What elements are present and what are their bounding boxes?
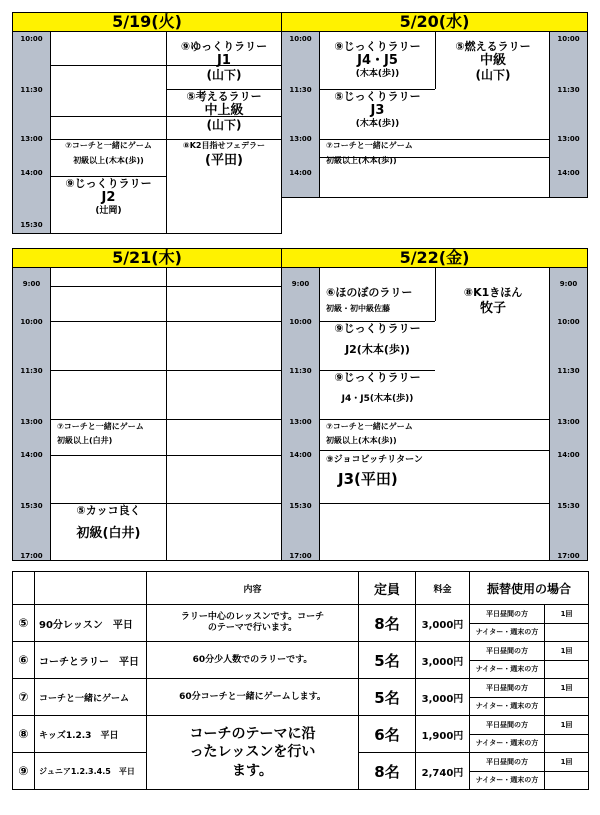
swap-count xyxy=(545,679,589,716)
divider xyxy=(320,503,550,504)
swap-weekday: 平日昼間の方 xyxy=(470,606,544,624)
time-label: 10:00 xyxy=(20,318,43,326)
lesson-title: ⑤燃えるラリー xyxy=(455,40,531,53)
divider xyxy=(51,419,281,420)
row-fee: 3,000円 xyxy=(416,605,470,642)
lesson-title: ⑨じっくりラリー xyxy=(334,40,421,53)
swap-type xyxy=(470,642,545,679)
lesson-cell xyxy=(326,455,516,489)
time-column xyxy=(13,268,51,560)
swap-count xyxy=(545,716,589,753)
lesson-cell xyxy=(167,41,281,82)
lesson-level: J3 xyxy=(370,102,385,118)
lesson-coach: (平田) xyxy=(205,153,243,169)
lesson-level: 初級以上(木本(歩)) xyxy=(326,156,397,166)
divider xyxy=(51,455,281,456)
time-label: 11:30 xyxy=(557,86,580,94)
time-label: 10:00 xyxy=(557,35,580,43)
lesson-cell xyxy=(326,287,434,313)
header-empty xyxy=(13,572,35,605)
time-label: 11:30 xyxy=(289,367,312,375)
lesson-cell xyxy=(167,141,281,169)
lesson-title: ⑦コーチと一緒にゲーム xyxy=(65,141,152,150)
lesson-level: J2(木本(歩)) xyxy=(345,342,410,356)
lesson-title: ⑨じっくりラリー xyxy=(334,371,421,384)
swap-count xyxy=(545,605,589,642)
time-label: 14:00 xyxy=(20,451,43,459)
lesson-title: ⑥ほのぼのラリー xyxy=(326,286,413,299)
lesson-level: J1 xyxy=(217,52,231,68)
lesson-coach: (木本(歩)) xyxy=(355,118,400,129)
time-label: 13:00 xyxy=(557,418,580,426)
row-fee: 1,900円 xyxy=(416,716,470,753)
lesson-cell xyxy=(51,141,166,165)
row-capacity: 6名 xyxy=(359,716,416,753)
swap-night: ナイター・週末の方 xyxy=(475,776,539,784)
time-column xyxy=(549,268,587,560)
divider xyxy=(51,139,281,140)
lesson-title: ⑤考えるラリー xyxy=(186,90,262,103)
time-column xyxy=(282,32,320,197)
lesson-title: ⑦コーチと一緒にゲーム xyxy=(326,422,413,431)
swap-count-night xyxy=(545,623,588,641)
row-name: 90分レッスン 平日 xyxy=(35,605,147,642)
swap-weekday: 平日昼間の方 xyxy=(470,717,544,735)
lesson-title: ⑤カッコ良く xyxy=(76,504,141,517)
swap-count-night xyxy=(545,697,588,715)
swap-weekday: 平日昼間の方 xyxy=(470,643,544,661)
day-header: 5/21(木) xyxy=(13,249,281,268)
time-label: 14:00 xyxy=(20,169,43,177)
day-header: 5/19(火) xyxy=(13,13,281,32)
time-label: 10:00 xyxy=(557,318,580,326)
time-label: 15:30 xyxy=(557,502,580,510)
lesson-level: J4・J5 xyxy=(357,52,398,68)
table-row xyxy=(13,716,589,753)
theme-text: コーチのテーマに沿ったレッスンを行います。 xyxy=(147,716,359,790)
lesson-level: J4・J5(木本(歩)) xyxy=(341,393,414,404)
row-name: コーチとラリー 平日 xyxy=(35,642,147,679)
time-label: 15:30 xyxy=(289,502,312,510)
time-label: 9:00 xyxy=(22,280,41,288)
time-label: 14:00 xyxy=(557,451,580,459)
lesson-level: 初級(白井) xyxy=(76,525,141,541)
lesson-level: 初級以上(木本(歩)) xyxy=(73,156,144,166)
lesson-title: ⑨ゆっくりラリー xyxy=(180,40,268,53)
lesson-title: ⑤じっくりラリー xyxy=(334,90,421,103)
time-label: 11:30 xyxy=(20,367,43,375)
lesson-level: 中上級 xyxy=(204,102,244,118)
row-name: ジュニア1.2.3.4.5 平日 xyxy=(35,753,147,790)
lesson-coach: (木本(歩)) xyxy=(355,68,400,79)
row-number: ⑤ xyxy=(13,605,35,642)
lesson-coach: (辻岡) xyxy=(95,205,122,216)
time-label: 9:00 xyxy=(291,280,310,288)
row-capacity: 8名 xyxy=(359,605,416,642)
table-header-row xyxy=(13,572,589,605)
divider xyxy=(166,268,167,561)
swap-count xyxy=(545,753,589,790)
lesson-cell xyxy=(57,422,165,445)
time-label: 13:00 xyxy=(20,418,43,426)
lesson-title: ⑦コーチと一緒にゲーム xyxy=(57,422,144,431)
swap-count-night xyxy=(545,734,588,752)
swap-night: ナイター・週末の方 xyxy=(475,702,539,710)
row-number: ⑧ xyxy=(13,716,35,753)
divider xyxy=(320,419,550,420)
divider xyxy=(320,450,550,451)
swap-type xyxy=(470,753,545,790)
header-capacity: 定員 xyxy=(359,572,416,605)
lesson-title: ⑨ジョコビッチリターン xyxy=(326,455,423,465)
row-capacity: 5名 xyxy=(359,642,416,679)
divider xyxy=(51,321,281,322)
lesson-cell xyxy=(320,372,435,404)
time-label: 14:00 xyxy=(289,169,312,177)
lesson-level: 初級以上(木本(歩)) xyxy=(326,436,397,446)
lesson-cell xyxy=(167,91,281,132)
swap-night: ナイター・週末の方 xyxy=(475,665,539,673)
row-fee: 3,000円 xyxy=(416,679,470,716)
header-content: 内容 xyxy=(147,572,359,605)
swap-type xyxy=(470,716,545,753)
row-name: コーチと一緒にゲーム xyxy=(35,679,147,716)
row-desc: 60分少人数でのラリーです。 xyxy=(147,642,359,679)
divider xyxy=(51,286,281,287)
table-row xyxy=(13,642,589,679)
lesson-title: ⑧K2目指せフェデラー xyxy=(182,141,266,150)
lesson-cell xyxy=(436,287,550,317)
table-row xyxy=(13,679,589,716)
time-label: 11:30 xyxy=(20,86,43,94)
lesson-cell xyxy=(320,91,435,129)
swap-count-night xyxy=(545,660,588,678)
lesson-cell xyxy=(320,323,435,356)
swap-count-weekday: 1回 xyxy=(545,606,588,624)
time-column xyxy=(282,268,320,560)
row-number: ⑨ xyxy=(13,753,35,790)
lesson-level: 初級以上(白井) xyxy=(57,436,113,446)
day-panel-0519 xyxy=(12,12,282,234)
time-label: 13:00 xyxy=(557,135,580,143)
swap-weekday: 平日昼間の方 xyxy=(470,680,544,698)
time-label: 15:30 xyxy=(20,502,43,510)
divider xyxy=(51,370,281,371)
swap-type xyxy=(470,679,545,716)
lesson-level: 初級・初中級佐藤 xyxy=(326,303,390,313)
time-label: 13:00 xyxy=(289,135,312,143)
row-fee: 2,740円 xyxy=(416,753,470,790)
table-row xyxy=(13,605,589,642)
swap-type xyxy=(470,605,545,642)
lesson-table xyxy=(12,571,589,790)
lesson-level: J3(平田) xyxy=(338,470,398,489)
row-fee: 3,000円 xyxy=(416,642,470,679)
time-label: 13:00 xyxy=(20,135,43,143)
lesson-level: J2 xyxy=(101,189,116,205)
day-panel-0520 xyxy=(281,12,588,198)
time-label: 17:00 xyxy=(557,552,580,560)
lesson-title: ⑨じっくりラリー xyxy=(65,177,152,190)
swap-count-weekday: 1回 xyxy=(545,643,588,661)
lesson-title: ⑨じっくりラリー xyxy=(334,322,421,335)
row-desc: ラリー中心のレッスンです。コーチのテーマで行います。 xyxy=(147,605,359,642)
lesson-coach: 牧子 xyxy=(479,300,506,316)
row-name: キッズ1.2.3 平日 xyxy=(35,716,147,753)
time-label: 13:00 xyxy=(289,418,312,426)
time-label: 11:30 xyxy=(289,86,312,94)
lesson-cell xyxy=(326,422,516,445)
time-label: 9:00 xyxy=(559,280,578,288)
swap-count-night xyxy=(545,771,588,789)
row-number: ⑦ xyxy=(13,679,35,716)
swap-count-weekday: 1回 xyxy=(545,754,588,772)
time-column xyxy=(13,32,51,233)
lesson-cell xyxy=(51,178,166,216)
lesson-cell xyxy=(326,141,516,165)
lesson-coach: (山下) xyxy=(206,67,242,82)
time-label: 10:00 xyxy=(289,318,312,326)
time-label: 10:00 xyxy=(20,35,43,43)
lesson-title: ⑦コーチと一緒にゲーム xyxy=(326,141,413,150)
row-capacity: 5名 xyxy=(359,679,416,716)
time-column xyxy=(549,32,587,197)
day-panel-0521 xyxy=(12,248,282,561)
lesson-level: 中級 xyxy=(479,52,506,68)
lesson-cell xyxy=(436,41,550,82)
time-label: 17:00 xyxy=(20,552,43,560)
swap-count-weekday: 1回 xyxy=(545,680,588,698)
time-label: 17:00 xyxy=(289,552,312,560)
lesson-title: ⑧K1きほん xyxy=(463,286,523,299)
lesson-cell xyxy=(51,505,166,542)
header-fee: 料金 xyxy=(416,572,470,605)
time-label: 15:30 xyxy=(20,221,43,229)
lesson-cell xyxy=(320,41,435,79)
divider xyxy=(320,139,550,140)
swap-night: ナイター・週末の方 xyxy=(475,739,539,747)
header-swap: 振替使用の場合 xyxy=(470,572,589,605)
header-empty xyxy=(35,572,147,605)
row-number: ⑥ xyxy=(13,642,35,679)
time-label: 10:00 xyxy=(289,35,312,43)
time-label: 14:00 xyxy=(289,451,312,459)
lesson-coach: (山下) xyxy=(475,67,511,82)
day-header: 5/22(金) xyxy=(282,249,587,268)
swap-weekday: 平日昼間の方 xyxy=(470,754,544,772)
row-capacity: 8名 xyxy=(359,753,416,790)
time-label: 14:00 xyxy=(557,169,580,177)
day-panel-0522 xyxy=(281,248,588,561)
row-desc: 60分コーチと一緒にゲームします。 xyxy=(147,679,359,716)
lesson-coach: (山下) xyxy=(206,117,242,132)
swap-night: ナイター・週末の方 xyxy=(475,628,539,636)
swap-count xyxy=(545,642,589,679)
swap-count-weekday: 1回 xyxy=(545,717,588,735)
day-header: 5/20(水) xyxy=(282,13,587,32)
time-label: 11:30 xyxy=(557,367,580,375)
